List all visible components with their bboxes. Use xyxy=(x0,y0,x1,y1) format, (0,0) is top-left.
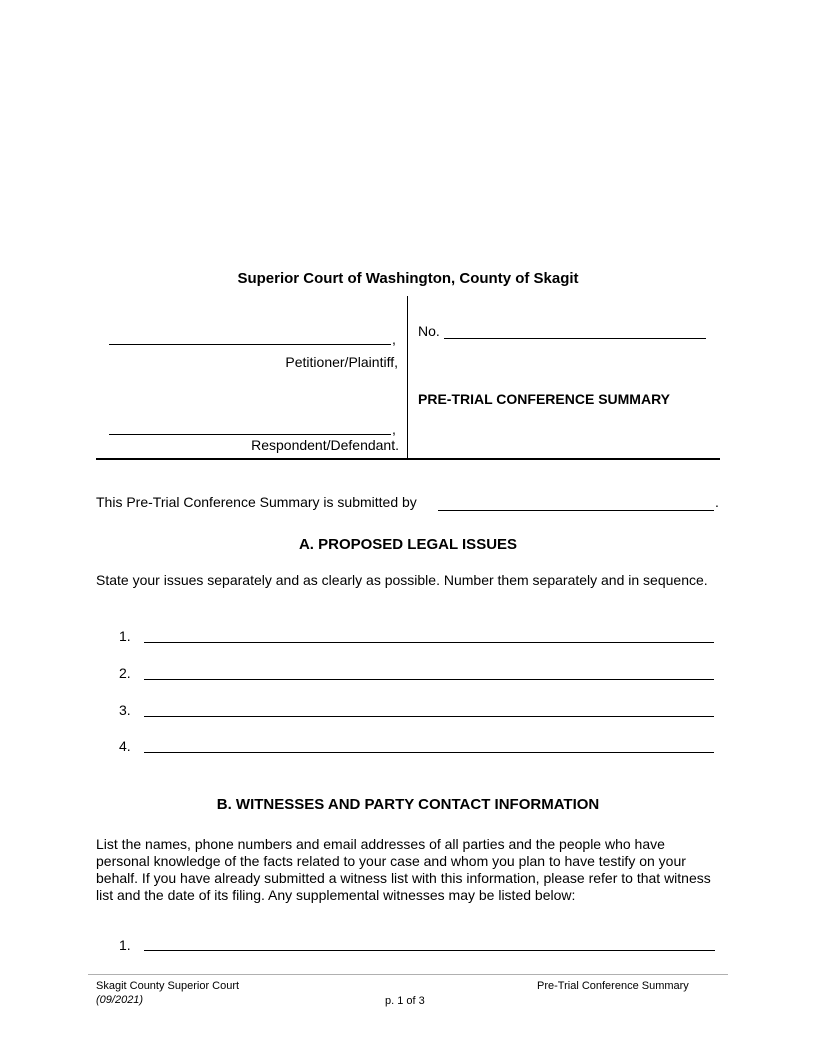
respondent-comma: , xyxy=(392,421,396,437)
court-title: Superior Court of Washington, County of Skagit xyxy=(237,270,579,287)
section-b-heading: B. WITNESSES AND PARTY CONTACT INFORMATION xyxy=(216,796,600,813)
issue-field[interactable] xyxy=(144,716,714,717)
petitioner-label: Petitioner/Plaintiff, xyxy=(285,354,398,370)
case-number-field[interactable] xyxy=(444,338,706,339)
witness-field[interactable] xyxy=(144,950,715,951)
footer-rule xyxy=(88,974,728,975)
issue-field[interactable] xyxy=(144,679,714,680)
issue-field[interactable] xyxy=(144,642,714,643)
document-title: PRE-TRIAL CONFERENCE SUMMARY xyxy=(418,391,671,407)
issue-number: 3. xyxy=(119,702,131,718)
submitted-by-period: . xyxy=(715,494,719,510)
footer-form-title: Pre-Trial Conference Summary xyxy=(537,980,689,992)
caption-divider-horizontal xyxy=(96,458,720,460)
issue-number: 2. xyxy=(119,665,131,681)
witness-number: 1. xyxy=(119,937,131,953)
section-a-heading: A. PROPOSED LEGAL ISSUES xyxy=(298,536,518,553)
footer-court: Skagit County Superior Court xyxy=(96,980,240,992)
footer-page-number: p. 1 of 3 xyxy=(385,995,425,1007)
issue-number: 1. xyxy=(119,628,131,644)
footer-revision: (09/2021) xyxy=(96,994,144,1006)
issue-field[interactable] xyxy=(144,752,714,753)
petitioner-name-field[interactable] xyxy=(109,344,391,345)
respondent-name-field[interactable] xyxy=(109,434,391,435)
section-a-instructions: State your issues separately and as clearly as possible. Number them separately and in sequence. xyxy=(96,572,708,588)
respondent-label: Respondent/Defendant. xyxy=(251,437,399,453)
submitted-by-text: This Pre-Trial Conference Summary is submitted by xyxy=(96,494,417,510)
case-number-label: No. xyxy=(418,323,440,339)
submitted-by-field[interactable] xyxy=(438,510,714,511)
caption-divider-vertical xyxy=(407,296,408,459)
issue-number: 4. xyxy=(119,738,131,754)
petitioner-comma: , xyxy=(392,331,396,347)
section-b-instructions: List the names, phone numbers and email addresses of all parties and the people who have personal knowledge of the facts related to your case and whom you plan to have testify on your behalf. If you have already submitted a witness list with this information, please refer to that witness list and the date of its filing. Any supplemental witnesses may be listed below: xyxy=(96,836,711,903)
